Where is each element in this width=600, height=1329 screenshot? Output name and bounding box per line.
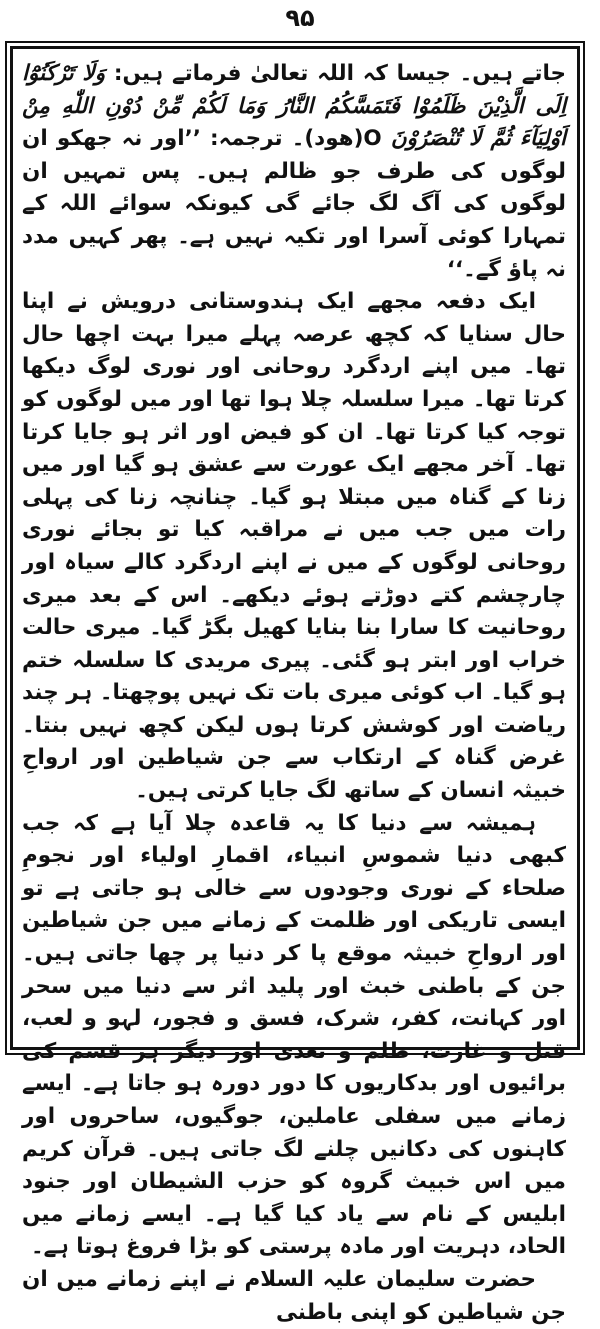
paragraph-world-rule: ہمیشہ سے دنیا کا یہ قاعدہ چلا آیا ہے کہ جب کبھی دنیا شموسِ انبیاء، اقمارِ اولیاء اور نجومِ صلحاء کے نوری وجودوں سے خالی ہو جاتی ہے تو ایسی تاریکی اور ظلمت کے زمانے میں جن شیاطین اور ارواحِ خبیثہ موقع پا کر دنیا پر چھا جاتی ہیں۔ جن کے باطنی خبث اور پلید اثر سے دنیا میں سحر اور کہانت، کفر، شرک، فسق و فجور، لہو و لعب، قتل و غارت، ظلم و تعدی اور دیگر ہر قسم کی برائیوں اور بدکاریوں کا دور دورہ ہو جاتا ہے۔ ایسے زمانے میں سفلی عاملین، جوگیوں، ساحروں اور کاہنوں کی دکانیں چلنے لگ جاتی ہیں۔ قرآن کریم میں اس خبیث گروہ کو حزب الشیطان اور جنود ابلیس کے نام سے یاد کیا گیا ہے۔ ایسے زمانے میں الحاد، دہریت اور مادہ پرستی کو بڑا فروغ ہوتا ہے۔ bbox=[22, 810, 566, 1260]
quran-verse: وَلَا تَرْكَنُوْٓا اِلَى الَّذِيْنَ ظَلَمُوْا فَتَمَسَّكُمُ النَّارُ وَمَا لَكُمْ مِّنْ دُوْنِ اللّٰهِ مِنْ اَوْلِيَآءَ ثُمَّ لَا تُنْصَرُوْنَ bbox=[22, 61, 566, 152]
paragraph-quran-quote bbox=[22, 58, 566, 286]
paragraph-dervish-story: ایک دفعہ مجھے ایک ہندوستانی درویش نے اپنا حال سنایا کہ کچھ عرصہ پہلے میرا بہت اچھا حال تھا۔ میں اپنے اردگرد روحانی اور نوری لوگ دیکھا کرتا تھا۔ میرا سلسلہ چلا ہوا تھا اور میں لوگوں کو توجہ کیا کرتا تھا۔ ان کو فیض اور اثر ہو جایا کرتا تھا۔ آخر مجھے ایک عورت سے عشق ہو گیا اور میں زنا کے گناہ میں مبتلا ہو گیا۔ چنانچہ زنا کی پہلی رات میں جب میں نے مراقبہ کیا تو بجائے نوری روحانی لوگوں کے میں نے اپنے اردگرد کالے سیاہ اور چارچشم کتے دوڑتے ہوئے دیکھے۔ اس کے بعد میری روحانیت کا سارا بنا بنایا کھیل بگڑ گیا۔ میری حالت خراب اور ابتر ہو گئی۔ پیری مریدی کا سلسلہ ختم ہو گیا۔ اب کوئی میری بات تک نہیں پوچھتا۔ ہر چند ریاضت اور کوشش کرتا ہوں لیکن کچھ نہیں بنتا۔ غرض گناہ کے ارتکاب سے جن شیاطین اور ارواحِ خبیثہ انسان کے ساتھ لگ جایا کرتی ہیں۔ bbox=[22, 289, 566, 804]
page-number: ۹۵ bbox=[285, 4, 315, 32]
body-text bbox=[22, 58, 566, 1329]
intro-text: جاتے ہیں۔ جیسا کہ اللہ تعالیٰ فرماتے ہیں: bbox=[105, 61, 567, 86]
translation-text: O(ھود)۔ ترجمہ: ’’اور نہ جھکو ان لوگوں کی طرف جو ظالم ہیں۔ پس تمہیں ان لوگوں کی آگ لگ جائے گی کیونکہ سوائے اللہ کے تمہارا کوئی آسرا اور تکیہ نہیں ہے۔ پھر کہیں مدد نہ پاؤ گے۔‘‘ bbox=[22, 126, 566, 282]
paragraph-sulaiman: حضرت سلیمان علیہ السلام نے اپنے زمانے میں ان جن شیاطین کو اپنی باطنی bbox=[22, 1266, 566, 1325]
